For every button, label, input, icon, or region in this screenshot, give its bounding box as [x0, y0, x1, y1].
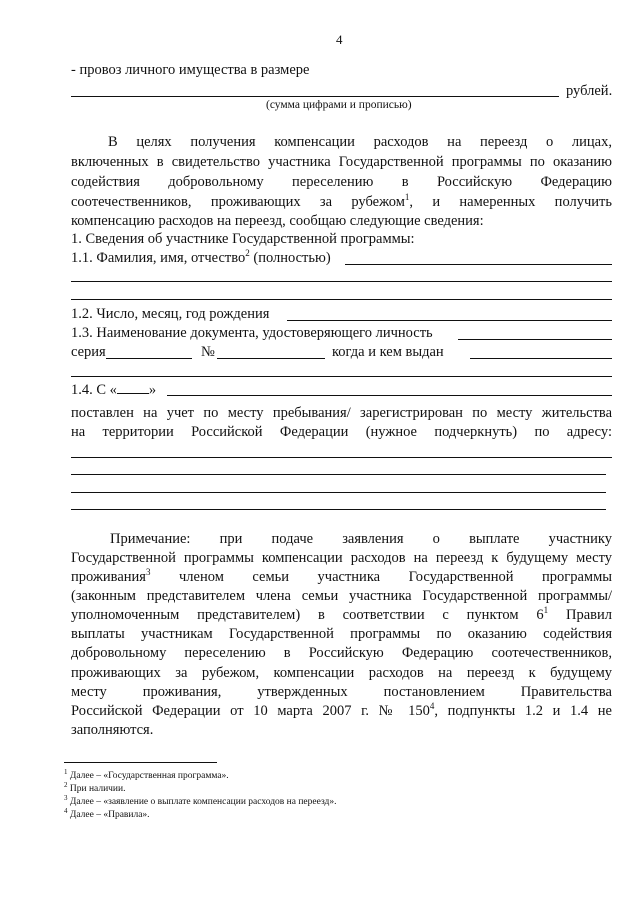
- note-line-1: Примечание: при подаче заявления о выплате участнику: [110, 531, 612, 547]
- field-1-4-label: 1.4. С « »: [71, 382, 157, 398]
- intro-line-3: содействия добровольному переселению в Российскую Федерацию: [71, 174, 612, 190]
- luggage-unit: рублей.: [566, 83, 613, 99]
- footnote-separator: [64, 762, 217, 763]
- luggage-amount-field[interactable]: [71, 96, 559, 97]
- note-line-2: Государственной программы компенсации расходов на переезд к будущему месту: [71, 550, 612, 566]
- intro-line-1: В целях получения компенсации расходов на переезд о лицах,: [108, 134, 612, 150]
- field-1-1-input-line-3[interactable]: [71, 299, 612, 300]
- footnote-1: $^1$ Далее – «Государственная программа».: [64, 767, 229, 781]
- intro-line-4: соотечественников, проживающих за рубежом$^1$, и намеренных получить: [71, 192, 612, 210]
- note-line-11: заполняются.: [71, 722, 154, 738]
- field-1-3-input[interactable]: [458, 339, 612, 340]
- note-line-5: уполномоченным представителем) в соответствии с пунктом $6^1$ Правил: [71, 605, 612, 623]
- field-1-4-input[interactable]: [167, 395, 612, 396]
- issued-input-line-2[interactable]: [71, 376, 612, 377]
- number-input[interactable]: [217, 358, 325, 359]
- field-1-1-input[interactable]: [345, 264, 612, 265]
- number-sign: №: [201, 344, 215, 360]
- footnote-3: $^3$ Далее – «заявление о выплате компенсации расходов на переезд».: [64, 793, 337, 807]
- intro-line-5: компенсацию расходов на переезд, сообщаю следующие сведения:: [71, 213, 484, 229]
- registration-line-2: на территории Российской Федерации (нужное подчеркнуть) по адресу:: [71, 424, 612, 440]
- field-1-1-input-line-2[interactable]: [71, 281, 612, 282]
- issued-input[interactable]: [470, 358, 612, 359]
- address-line-2[interactable]: [71, 474, 606, 475]
- page-number: 4: [336, 32, 343, 47]
- note-line-9: месту проживания, утвержденных постановлением Правительства: [71, 684, 612, 700]
- footnote-4: $^4$ Далее – «Правила».: [64, 806, 150, 820]
- registration-line-1: поставлен на учет по месту пребывания/ зарегистрирован по месту жительства: [71, 405, 612, 421]
- field-1-3-label: 1.3. Наименование документа, удостоверяющего личность: [71, 325, 433, 341]
- address-line-4[interactable]: [71, 509, 606, 510]
- field-1-2-input[interactable]: [287, 320, 612, 321]
- footnote-2: $^2$ При наличии.: [64, 780, 126, 794]
- luggage-hint: (сумма цифрами и прописью): [266, 99, 412, 111]
- series-input[interactable]: [106, 358, 192, 359]
- note-line-10: Российской Федерации от 10 марта 2007 г. № $150^4$, подпункты 1.2 и 1.4 не: [71, 701, 612, 719]
- field-1-1-label: 1.1. Фамилия, имя, отчество$^2$ (полностью): [71, 248, 331, 266]
- field-1-2-label: 1.2. Число, месяц, год рождения: [71, 306, 270, 322]
- series-label: серия: [71, 344, 106, 360]
- section-1-title: 1. Сведения об участнике Государственной программы:: [71, 231, 415, 247]
- address-line-1[interactable]: [71, 457, 612, 458]
- note-line-6: выплаты участникам Государственной программы по оказанию содействия: [71, 626, 612, 642]
- note-line-4: (законным представителем члена семьи участника Государственной программы/: [71, 588, 612, 604]
- intro-line-2: включенных в свидетельство участника Государственной программы по оказанию: [71, 154, 612, 170]
- note-line-8: проживающих за рубежом, компенсации расходов на переезд к будущему: [71, 665, 612, 681]
- issued-label: когда и кем выдан: [332, 344, 444, 360]
- note-line-3: проживания$^3$ членом семьи участника Государственной программы: [71, 567, 612, 585]
- address-line-3[interactable]: [71, 492, 606, 493]
- luggage-label: - провоз личного имущества в размере: [71, 62, 310, 78]
- note-line-7: добровольному переселению в Российскую Федерацию соотечественников,: [71, 645, 612, 661]
